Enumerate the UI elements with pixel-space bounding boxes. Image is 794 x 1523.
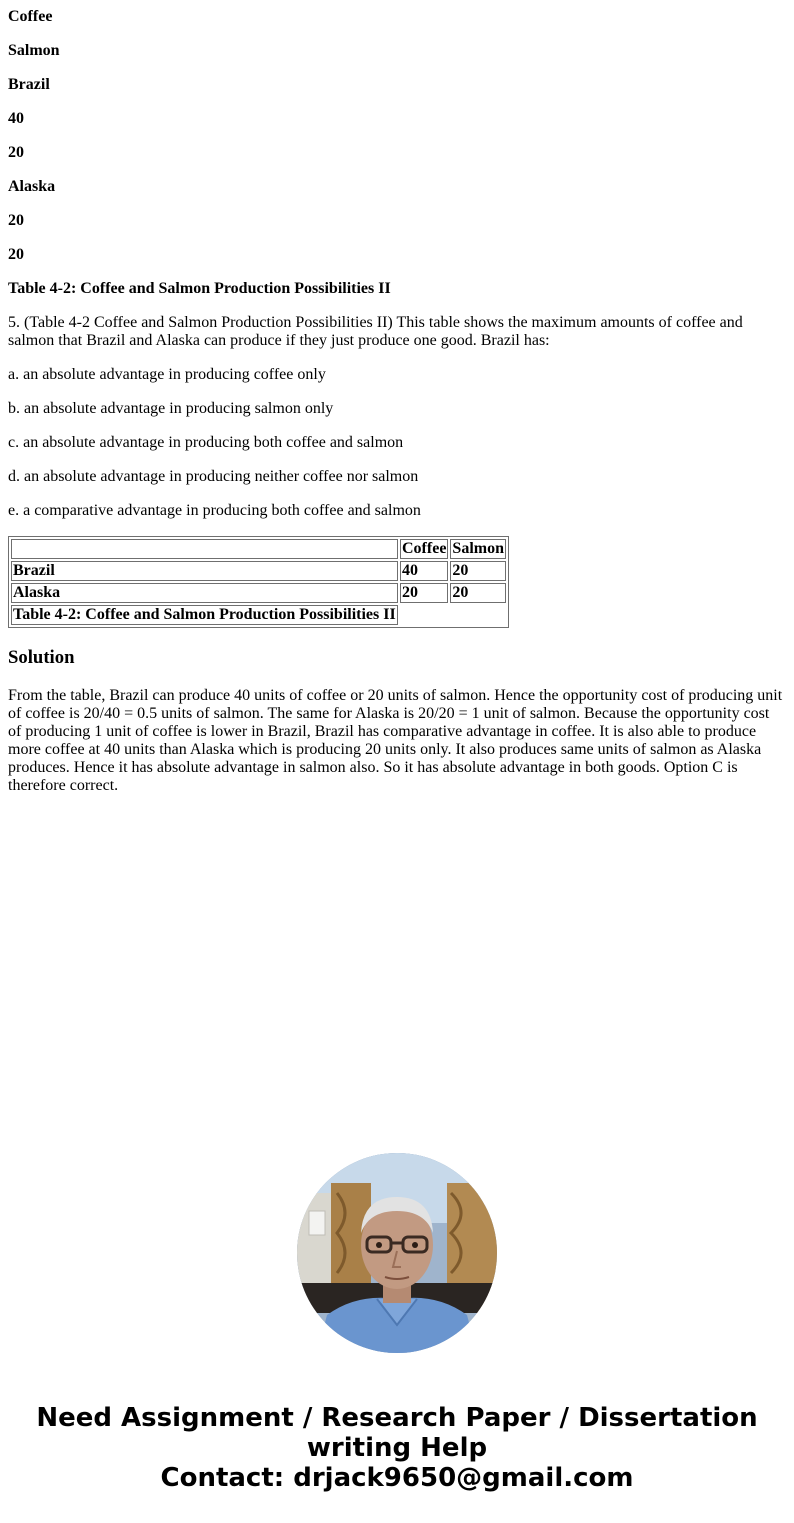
stack-table-title: Table 4-2: Coffee and Salmon Production Possibilities II bbox=[8, 280, 391, 297]
table-header-coffee: Coffee bbox=[402, 540, 447, 557]
solution-heading: Solution bbox=[8, 647, 75, 668]
solution-text: From the table, Brazil can produce 40 units of coffee or 20 units of salmon. Hence the opportunity cost of producing unit of coffee is 20/40 = 0.5 units of salmon. The same for Alaska is 20/20 = 1 unit of salmon. Because the opportunity cost of producing 1 unit of coffee is lower in Brazil, Brazil has comparative advantage in coffee. It is also able to produce more coffee at 40 units than Alaska which is producing 20 units only. It also produces same units of salmon as Alaska produces. Hence it has absolute advantage in salmon also. So it has absolute advantage in both goods. Option C is therefore correct. bbox=[8, 687, 783, 794]
table-caption: Table 4-2: Coffee and Salmon Production Possibilities II bbox=[11, 605, 398, 625]
footer-line-2: writing Help bbox=[306, 1433, 488, 1463]
table-cell-country: Alaska bbox=[11, 583, 398, 603]
option-c: c. an absolute advantage in producing both coffee and salmon bbox=[8, 434, 404, 451]
stack-salmon: Salmon bbox=[8, 42, 60, 59]
table-cell-coffee: 20 bbox=[400, 583, 448, 603]
table-cell-coffee: 40 bbox=[400, 561, 448, 581]
option-e: e. a comparative advantage in producing both coffee and salmon bbox=[8, 502, 421, 519]
option-b: b. an absolute advantage in producing salmon only bbox=[8, 400, 334, 417]
stack-brazil-coffee-value: 40 bbox=[8, 110, 24, 127]
table-cell-salmon: 20 bbox=[450, 583, 506, 603]
question-text: 5. (Table 4-2 Coffee and Salmon Production Possibilities II) This table shows the maximum amounts of coffee and salmon that Brazil and Alaska can produce if they just produce one good. Brazil has: bbox=[8, 314, 743, 349]
table-caption-row bbox=[11, 605, 506, 625]
stack-brazil-salmon-value: 20 bbox=[8, 144, 24, 161]
author-portrait bbox=[297, 1153, 497, 1353]
stack-alaska: Alaska bbox=[8, 178, 56, 195]
table-header-salmon: Salmon bbox=[452, 540, 504, 557]
table-cell-country: Brazil bbox=[11, 561, 398, 581]
option-a: a. an absolute advantage in producing coffee only bbox=[8, 366, 326, 383]
table-header-row bbox=[11, 539, 506, 559]
table-header-blank bbox=[11, 539, 398, 559]
table-row bbox=[11, 561, 506, 581]
footer-contact bbox=[0, 1403, 794, 1493]
footer-contact-email: Contact: drjack9650@gmail.com bbox=[160, 1463, 634, 1493]
table-cell-salmon: 20 bbox=[450, 561, 506, 581]
table-row bbox=[11, 583, 506, 603]
stack-alaska-salmon-value: 20 bbox=[8, 246, 24, 263]
stack-brazil: Brazil bbox=[8, 76, 50, 93]
footer-line-1: Need Assignment / Research Paper / Dissertation bbox=[36, 1403, 758, 1433]
avatar bbox=[297, 1153, 497, 1353]
production-table bbox=[8, 536, 509, 628]
stack-alaska-coffee-value: 20 bbox=[8, 212, 24, 229]
stack-coffee: Coffee bbox=[8, 8, 53, 25]
option-d: d. an absolute advantage in producing neither coffee nor salmon bbox=[8, 468, 419, 485]
